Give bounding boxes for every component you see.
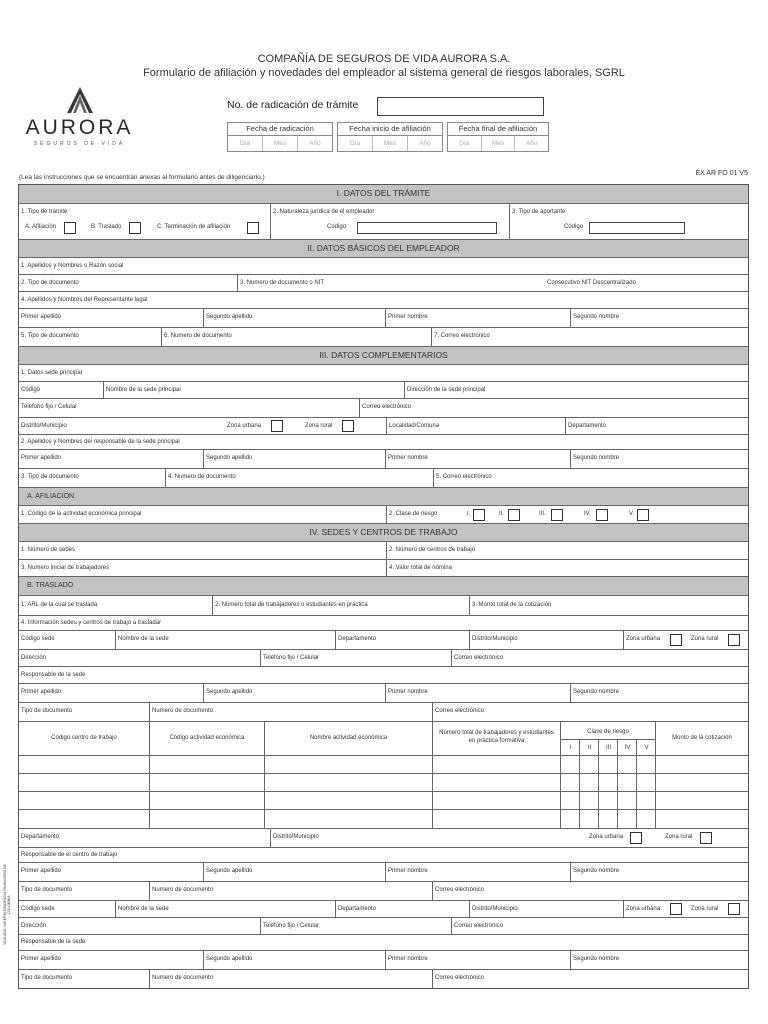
risk-iv-checkbox[interactable] bbox=[596, 509, 608, 521]
field-label: Zona rural bbox=[691, 636, 719, 642]
instructions-note: (Lea las instrucciones que se encuentran anexas al formulario antes de diligenciarlo.) bbox=[19, 174, 265, 181]
distrito-field[interactable]: Distrito/Municipio bbox=[21, 423, 67, 429]
field-label: Responsable de el centro de trabajo bbox=[21, 852, 118, 858]
traslado-checkbox[interactable] bbox=[129, 222, 141, 234]
form-row bbox=[19, 900, 748, 917]
zona-urbana-checkbox[interactable] bbox=[630, 832, 642, 844]
risk-label: II. bbox=[499, 511, 505, 517]
field-label: Código bbox=[327, 224, 347, 230]
field-label: 1. Tipo de trámite bbox=[21, 209, 68, 215]
correo-field[interactable]: Correo electrónico bbox=[451, 650, 503, 666]
correo-field[interactable]: 5. Correo electrónico bbox=[433, 469, 492, 487]
zona-rural-checkbox[interactable] bbox=[728, 634, 740, 646]
primer-nombre-field[interactable]: Primer nombre bbox=[385, 684, 428, 702]
distrito-field[interactable]: Distrito/Municipio bbox=[469, 631, 518, 649]
risk-col-header: V bbox=[644, 745, 649, 751]
telefono-field[interactable]: Teléfono fijo / Celular bbox=[260, 918, 319, 934]
primer-apellido-field[interactable]: Primer apellido bbox=[21, 455, 62, 461]
zona-urbana-checkbox[interactable] bbox=[670, 903, 682, 915]
form-row bbox=[19, 881, 748, 900]
nombre-sede-field[interactable]: Nombre de la sede bbox=[115, 631, 169, 649]
field-label: Zona rural bbox=[691, 906, 719, 912]
tipo-doc-field[interactable]: 5. Tipo de documento bbox=[21, 333, 79, 339]
monto-field[interactable]: 3. Monto total de la cotización bbox=[469, 596, 551, 615]
dates-group bbox=[227, 122, 549, 152]
nombre-sede-field[interactable]: Nombre de la sede principal bbox=[103, 382, 181, 398]
column-header: Nombre actividad económica bbox=[309, 735, 388, 741]
primer-apellido-field[interactable]: Primer apellido bbox=[21, 868, 62, 874]
radicacion-input[interactable] bbox=[377, 97, 544, 116]
day-cell[interactable]: Día bbox=[448, 136, 482, 151]
segundo-nombre-field[interactable]: Segundo nombre bbox=[570, 951, 619, 969]
segundo-apellido-field[interactable]: Segundo apellido bbox=[203, 450, 252, 468]
section-header: I. DATOS DEL TRÁMITE bbox=[19, 185, 748, 203]
departamento-field[interactable]: Departamento bbox=[335, 631, 376, 649]
form-row bbox=[19, 398, 748, 417]
form-row bbox=[19, 917, 748, 934]
section-header: III. DATOS COMPLEMENTARIOS bbox=[19, 346, 748, 364]
subsection-header: A. AFILIACIÓN bbox=[19, 487, 748, 505]
num-sedes-field[interactable]: 1. Número de sedes bbox=[21, 547, 76, 553]
actividad-field[interactable]: 1. Código de la actividad económica principal bbox=[21, 511, 142, 517]
date-label: Fecha final de afiliación bbox=[447, 122, 549, 135]
razon-social-field[interactable]: 1. Apellidos y Nombres o Razón social bbox=[21, 263, 124, 269]
form-row bbox=[19, 327, 748, 346]
risk-i-checkbox[interactable] bbox=[473, 509, 485, 521]
direccion-field[interactable]: Dirección bbox=[21, 923, 47, 929]
zona-urbana-checkbox[interactable] bbox=[271, 420, 283, 432]
segundo-nombre-field[interactable]: Segundo nombre bbox=[570, 309, 619, 327]
tipo-doc-field[interactable]: 2. Tipo de documento bbox=[21, 280, 79, 286]
centros-table bbox=[19, 721, 748, 828]
num-centros-field[interactable]: 2. Número de centros de trabajo bbox=[386, 542, 475, 559]
naturaleza-codigo-input[interactable] bbox=[357, 222, 497, 234]
section-header: IV. SEDES Y CENTROS DE TRABAJO bbox=[19, 523, 748, 541]
field-label: 2. Apellidos y Nombres del responsable de la sede principal bbox=[21, 439, 180, 445]
field-label: Zona rural bbox=[665, 834, 693, 840]
distrito-field[interactable]: Distrito/Municipio bbox=[270, 829, 319, 847]
afiliacion-checkbox[interactable] bbox=[64, 222, 76, 234]
segundo-nombre-field[interactable]: Segundo nombre bbox=[570, 450, 619, 468]
form-row bbox=[19, 541, 748, 559]
primer-apellido-field[interactable]: Primer apellido bbox=[21, 314, 62, 320]
risk-col-header: I bbox=[569, 745, 572, 751]
direccion-sede-field[interactable]: Dirección de la sede principal bbox=[404, 382, 485, 398]
fecha-radicacion[interactable] bbox=[227, 122, 333, 152]
month-cell[interactable]: Mes bbox=[373, 136, 408, 151]
month-cell[interactable]: Mes bbox=[482, 136, 516, 151]
distrito-field[interactable]: Distrito/Municipio bbox=[469, 901, 518, 917]
primer-nombre-field[interactable]: Primer nombre bbox=[385, 863, 428, 881]
form-row bbox=[19, 595, 748, 615]
form-row bbox=[19, 505, 748, 523]
num-doc-field[interactable]: 4. Numero de documento bbox=[165, 469, 236, 487]
primer-nombre-field[interactable]: Primer nombre bbox=[385, 951, 428, 969]
codigo-sede-field[interactable]: Código sede bbox=[21, 636, 55, 642]
num-doc-field[interactable]: Numero de documento bbox=[149, 970, 213, 988]
form-row bbox=[19, 434, 748, 449]
column-header: Monto de la cotización bbox=[672, 735, 732, 741]
form-row bbox=[19, 417, 748, 434]
company-title: COMPAÑÍA DE SEGUROS DE VIDA AURORA S.A. bbox=[257, 53, 511, 65]
field-label: Zona urbana bbox=[227, 423, 262, 429]
risk-col-header: IV bbox=[624, 745, 631, 751]
date-label: Fecha inicio de afiliación bbox=[337, 122, 443, 135]
field-label: 4. Apellidos y Nombres del Representante legal bbox=[21, 297, 148, 303]
option-label: B. Traslado bbox=[91, 224, 122, 230]
field-label: 2. Naturaleza jurídica de el empleador bbox=[270, 204, 374, 239]
codigo-field[interactable]: Código bbox=[21, 387, 41, 393]
num-doc-field[interactable]: Numero de documento bbox=[149, 703, 213, 721]
option-label: C. Terminación de afiliación bbox=[157, 224, 231, 230]
form-row bbox=[19, 559, 748, 576]
field-label: Zona urbana bbox=[623, 901, 660, 917]
segundo-apellido-field[interactable]: Segundo apellido bbox=[203, 684, 252, 702]
correo-field[interactable]: 7. Correo electrónico bbox=[431, 328, 490, 346]
form-row bbox=[19, 630, 748, 649]
form-row bbox=[19, 649, 748, 666]
fecha-final[interactable] bbox=[447, 122, 549, 152]
field-label: Código bbox=[564, 224, 584, 230]
field-label: Responsable de la sede bbox=[21, 672, 86, 678]
nit-field[interactable]: 3. Numero de documento o NIT bbox=[237, 275, 324, 291]
terminacion-checkbox[interactable] bbox=[247, 222, 259, 234]
column-header: Código centro de trabajo bbox=[51, 735, 117, 741]
primer-apellido-field[interactable]: Primer apellido bbox=[21, 956, 62, 962]
field-label: Zona rural bbox=[305, 423, 333, 429]
column-header: Código actividad económica bbox=[169, 735, 245, 741]
logo-wordmark: AURORA bbox=[25, 116, 134, 139]
field-label: 1. Datos sede principal bbox=[21, 370, 83, 376]
field-label: 3. Tipo de aportante bbox=[509, 204, 565, 239]
num-doc-field[interactable]: Numero de documento bbox=[149, 882, 213, 900]
form-row bbox=[19, 257, 748, 274]
risk-col-header: III bbox=[605, 745, 611, 751]
field-label: Zona urbana bbox=[623, 631, 660, 649]
correo-field[interactable]: Correo electrónico bbox=[451, 918, 503, 934]
aurora-logo-icon bbox=[65, 86, 95, 114]
total-trabajadores-field[interactable]: 2. Número total de trabajadores o estudiantes en práctica bbox=[212, 596, 368, 615]
risk-label: V. bbox=[629, 511, 635, 517]
column-header: Clase de riesgo bbox=[587, 729, 629, 735]
field-label: 2. Clase de riesgo bbox=[386, 506, 437, 523]
aportante-codigo-input[interactable] bbox=[589, 222, 685, 234]
risk-v-checkbox[interactable] bbox=[637, 509, 649, 521]
year-cell[interactable]: Año bbox=[525, 140, 538, 147]
tipo-doc-field[interactable]: Tipo de documento bbox=[21, 887, 73, 893]
valor-nomina-field[interactable]: 4. Valor total de nómina bbox=[386, 560, 452, 576]
telefono-field[interactable]: Teléfono fijo / Celular bbox=[21, 404, 78, 410]
tipo-doc-field[interactable]: Tipo de documento bbox=[21, 708, 73, 714]
option-label: A. Afiliación bbox=[25, 224, 57, 230]
form-row bbox=[19, 615, 748, 630]
codigo-sede-field[interactable]: Código sede bbox=[21, 906, 55, 912]
risk-col-header: II bbox=[587, 745, 592, 751]
form-row bbox=[19, 381, 748, 398]
year-cell[interactable]: Año bbox=[309, 140, 321, 147]
correo-field[interactable]: Correo electrónico bbox=[432, 970, 484, 988]
risk-label: IV. bbox=[584, 511, 591, 517]
form-row bbox=[19, 969, 748, 988]
radicacion-label: No. de radicación de trámite bbox=[227, 99, 359, 111]
primer-nombre-field[interactable]: Primer nombre bbox=[385, 450, 428, 468]
arl-field[interactable]: 1. ARL de la cual se traslada bbox=[21, 602, 98, 608]
primer-nombre-field[interactable]: Primer nombre bbox=[385, 309, 428, 327]
form-row bbox=[19, 950, 748, 969]
form-row bbox=[19, 291, 748, 308]
day-cell[interactable]: Día bbox=[228, 136, 263, 151]
direccion-field[interactable]: Dirección bbox=[21, 655, 47, 661]
num-doc-field[interactable]: 6. Numero de documento bbox=[161, 328, 232, 346]
field-label: Zona urbana bbox=[589, 834, 624, 840]
form-row bbox=[19, 449, 748, 468]
form-row bbox=[19, 468, 748, 487]
form-row bbox=[19, 934, 748, 950]
primer-apellido-field[interactable]: Primer apellido bbox=[21, 689, 62, 695]
form-row bbox=[19, 702, 748, 721]
telefono-field[interactable]: Teléfono fijo / Celular bbox=[260, 650, 319, 666]
section-header: II. DATOS BÁSICOS DEL EMPLEADOR bbox=[19, 239, 748, 257]
fecha-inicio[interactable] bbox=[337, 122, 443, 152]
zona-rural-checkbox[interactable] bbox=[342, 420, 354, 432]
risk-label: III. bbox=[539, 511, 546, 517]
departamento-field[interactable]: Departamento bbox=[21, 834, 60, 840]
departamento-field[interactable]: Departamento bbox=[565, 418, 606, 434]
tramite-row bbox=[19, 203, 748, 239]
form-row bbox=[19, 847, 748, 862]
day-cell[interactable]: Día bbox=[338, 136, 373, 151]
form-table bbox=[18, 184, 749, 989]
consecutivo-field[interactable]: Consecutivo NIT Descentralizado bbox=[547, 280, 636, 286]
correo-field[interactable]: Correo electrónico bbox=[432, 703, 484, 721]
segundo-nombre-field[interactable]: Segundo nombre bbox=[570, 684, 619, 702]
tipo-doc-field[interactable]: 3. Tipo de documento bbox=[21, 474, 79, 480]
form-row bbox=[19, 828, 748, 847]
zona-rural-checkbox[interactable] bbox=[728, 903, 740, 915]
company-logo bbox=[17, 86, 142, 147]
num-trabajadores-field[interactable]: 3. Numero inicial de trabajadores bbox=[21, 565, 110, 571]
field-label: 4. Información sedes y centros de trabajo a trasladar bbox=[21, 620, 162, 626]
form-code: EX AR FO 01 V5 bbox=[695, 170, 748, 177]
departamento-field[interactable]: Departamento bbox=[335, 901, 376, 917]
segundo-apellido-field[interactable]: Segundo apellido bbox=[203, 863, 252, 881]
form-row bbox=[19, 666, 748, 683]
vigilado-note: VIGILADO SUPERINTENDENCIA FINANCIERA DE COLOMBIA bbox=[3, 864, 11, 946]
month-cell[interactable]: Mes bbox=[263, 136, 298, 151]
form-row bbox=[19, 683, 748, 702]
segundo-apellido-field[interactable]: Segundo apellido bbox=[203, 951, 252, 969]
correo-field[interactable]: Correo electrónico bbox=[432, 882, 484, 900]
column-header: Número total de trabajadores y estudiantes en práctica formativa bbox=[439, 730, 554, 744]
year-cell[interactable]: Año bbox=[419, 140, 431, 147]
form-row bbox=[19, 274, 748, 291]
risk-iii-checkbox[interactable] bbox=[551, 509, 563, 521]
segundo-nombre-field[interactable]: Segundo nombre bbox=[570, 863, 619, 881]
correo-field[interactable]: Correo electrónico bbox=[359, 399, 411, 417]
nombre-sede-field[interactable]: Nombre de la sede bbox=[115, 901, 169, 917]
form-title: Formulario de afiliación y novedades del empleador al sistema general de riesgos laborales, SGRL bbox=[143, 67, 625, 79]
form-row bbox=[19, 364, 748, 381]
zona-urbana-checkbox[interactable] bbox=[670, 634, 682, 646]
form-row bbox=[19, 862, 748, 881]
date-label: Fecha de radicación bbox=[227, 122, 333, 135]
field-label: Responsable de la sede bbox=[21, 939, 86, 945]
subsection-header: B. TRASLADO bbox=[19, 576, 748, 595]
risk-ii-checkbox[interactable] bbox=[508, 509, 520, 521]
form-row bbox=[19, 308, 748, 327]
localidad-field[interactable]: Localidad/Comuna bbox=[386, 418, 439, 434]
logo-tagline: SEGUROS DE VIDA bbox=[33, 141, 126, 147]
segundo-apellido-field[interactable]: Segundo apellido bbox=[203, 309, 252, 327]
tipo-doc-field[interactable]: Tipo de documento bbox=[21, 975, 73, 981]
risk-label: I. bbox=[467, 511, 471, 517]
zona-rural-checkbox[interactable] bbox=[700, 832, 712, 844]
